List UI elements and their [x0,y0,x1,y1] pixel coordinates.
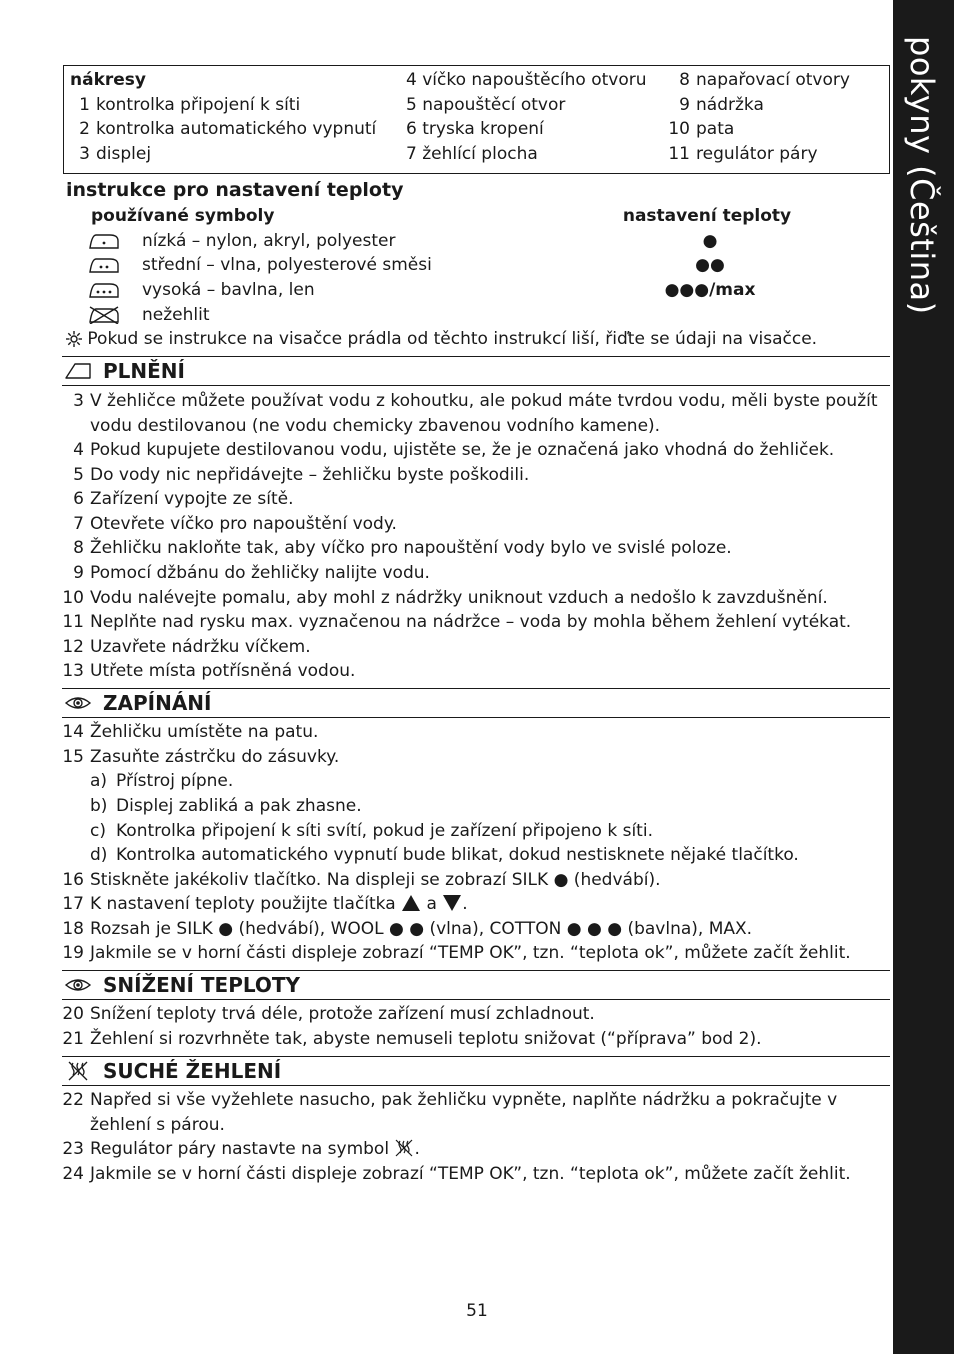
water-drop-icon [64,361,92,381]
iron-two-dots-icon [88,256,120,274]
part-item: 3 displej [79,143,152,164]
do-not-iron-icon [88,306,120,324]
list-item: 3 V žehličce můžete používat vodu z kohoutku, ale pokud máte tvrdou vodu, měli byste použít vodu destilovanou (ne vodu chemicky zbavenou vodního kamene). [73,391,878,436]
part-item: 1 kontrolka připojení k síti [79,94,301,115]
temperature-note: Pokud se instrukce na visačce prádla od těchto instrukcí liší, řiďte se údaji na visačce. [66,327,817,352]
sun-icon [66,331,82,347]
iron-one-dot-icon [88,232,120,250]
filling-section-header: PLNĚNÍ [62,356,890,386]
temperature-heading: instrukce pro nastavení teploty [66,179,404,201]
dry-ironing-section-header: SUCHÉ ŽEHLENÍ [62,1056,890,1086]
part-item: 9 nádržka [679,94,764,115]
part-item: 4 víčko napouštěcího otvoru [406,70,647,90]
iron-three-dots-icon [88,281,120,299]
part-item: 7 žehlící plocha [406,143,538,164]
part-item: 10 pata [668,119,735,140]
eye-icon [64,975,92,995]
part-item: 8 napařovací otvory [679,70,850,90]
reducing-temperature-section-header: SNÍŽENÍ TEPLOTY [62,970,890,1000]
part-item: 11 regulátor páry [668,143,818,164]
eye-icon [64,693,92,713]
parts-box [63,65,890,174]
list-item: 22 Napřed si vše vyžehlete nasucho, pak žehličku vypněte, naplňte nádržku a pokračujte v žehlení s párou. [62,1090,838,1135]
triangle-down-icon [442,894,462,912]
parts-heading: nákresy [70,70,146,90]
temperature-setting: ● [702,231,718,251]
temperature-setting: ●●●/max [664,280,756,300]
no-steam-icon [64,1061,92,1081]
part-item: 2 kontrolka automatického vypnutí [79,119,377,140]
triangle-up-icon [401,894,421,912]
settings-header: nastavení teploty [622,206,792,226]
temperature-setting: ●● [695,255,725,275]
part-item: 5 napouštěcí otvor [406,94,566,115]
symbols-header: používané symboly [91,206,275,226]
sidebar-title: pokyny (Čeština) [903,36,941,315]
switching-on-section-header: ZAPÍNÁNÍ [62,688,890,718]
no-steam-icon [394,1139,414,1157]
part-item: 6 tryska kropení [406,119,544,140]
page-number: 51 [466,1301,488,1321]
